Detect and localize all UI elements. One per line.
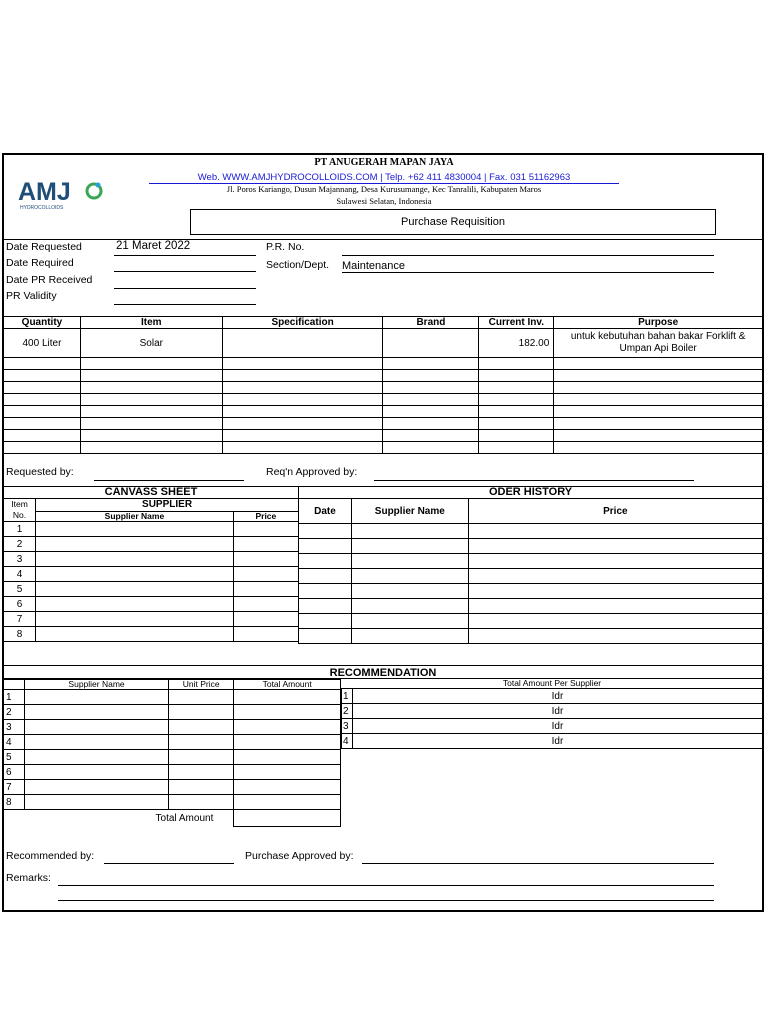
row-number: 1 [4, 522, 36, 537]
oh-price-header: Price [468, 499, 762, 524]
row-number: 6 [4, 765, 25, 780]
table-row[interactable] [299, 599, 763, 614]
date-required-field[interactable] [114, 271, 256, 272]
quantity-cell[interactable]: 400 Liter [4, 329, 81, 358]
date-requested-value[interactable]: 21 Maret 2022 [116, 240, 191, 252]
table-row[interactable] [4, 418, 763, 430]
current-inv-cell[interactable]: 182.00 [479, 329, 554, 358]
currency-cell: Idr [352, 719, 762, 734]
table-row[interactable] [299, 539, 763, 554]
requested-by-label: Requested by: [6, 466, 74, 478]
table-row[interactable] [4, 522, 299, 537]
row-number: 3 [4, 720, 25, 735]
table-row[interactable] [4, 735, 341, 750]
date-required-label: Date Required [6, 257, 74, 269]
col-brand: Brand [383, 317, 479, 329]
remarks-label: Remarks: [6, 872, 51, 884]
table-row[interactable] [4, 370, 763, 382]
form-title: Purchase Requisition [190, 209, 716, 235]
recommendation-table [3, 679, 341, 827]
row-number: 1 [342, 689, 353, 704]
brand-cell[interactable] [383, 329, 479, 358]
col-current-inv: Current Inv. [479, 317, 554, 329]
row-number: 7 [4, 780, 25, 795]
table-row[interactable] [4, 382, 763, 394]
oh-supplier-name-header: Supplier Name [351, 499, 468, 524]
total-amount-field[interactable] [234, 810, 341, 827]
specification-cell[interactable] [222, 329, 383, 358]
table-row[interactable] [4, 765, 341, 780]
table-row[interactable] [299, 584, 763, 599]
row-number: 8 [4, 627, 36, 642]
company-address-line1: Jl. Poros Kariango, Dusun Majannang, Desa Kurusumange, Kec Tanralili, Kabupaten Maros [226, 184, 542, 194]
currency-cell: Idr [352, 734, 762, 749]
row-number: 3 [4, 552, 36, 567]
table-row[interactable] [299, 554, 763, 569]
table-row[interactable] [4, 750, 341, 765]
reqn-approved-by-field[interactable] [374, 480, 694, 481]
row-number: 8 [4, 795, 25, 810]
pr-validity-field[interactable] [114, 304, 256, 305]
rec-supplier-name-header: Supplier Name [25, 680, 169, 690]
col-item: Item [80, 317, 222, 329]
table-row[interactable] [4, 537, 299, 552]
remarks-line-2[interactable] [58, 900, 714, 901]
table-row[interactable] [299, 524, 763, 539]
row-number: 3 [342, 719, 353, 734]
currency-cell: Idr [352, 689, 762, 704]
date-requested-label: Date Requested [6, 241, 82, 253]
table-row[interactable] [4, 597, 299, 612]
purchase-approved-by-label: Purchase Approved by: [245, 850, 354, 862]
table-row[interactable] [4, 582, 299, 597]
row-number: 4 [4, 567, 36, 582]
supplier-header: SUPPLIER [36, 499, 299, 512]
row-number: 5 [4, 750, 25, 765]
row-number: 7 [4, 612, 36, 627]
table-row [4, 329, 763, 358]
oh-date-header: Date [299, 499, 352, 524]
order-history-title: ODER HISTORY [299, 487, 763, 499]
recommended-by-field[interactable] [104, 863, 234, 864]
section-value[interactable]: Maintenance [342, 260, 405, 272]
table-row[interactable] [299, 629, 763, 644]
table-row[interactable] [4, 795, 341, 810]
date-pr-received-label: Date PR Received [6, 274, 93, 286]
table-row[interactable] [4, 442, 763, 454]
table-row[interactable] [4, 406, 763, 418]
company-logo [18, 173, 108, 213]
row-number: 2 [342, 704, 353, 719]
requested-by-field[interactable] [94, 480, 244, 481]
total-per-supplier-header: Total Amount Per Supplier [342, 679, 763, 689]
canvass-price-header: Price [233, 511, 298, 521]
company-contact-link[interactable]: Web. WWW.AMJHYDROCOLLOIDS.COM | Telp. +62 411 4830004 | Fax. 031 51162963 [149, 172, 619, 184]
purchase-approved-by-field[interactable] [362, 863, 714, 864]
canvass-supplier-name-header: Supplier Name [36, 511, 234, 521]
table-row[interactable] [342, 704, 763, 719]
reqn-approved-by-label: Req'n Approved by: [266, 466, 358, 478]
col-quantity: Quantity [4, 317, 81, 329]
recommendation-title: RECOMMENDATION [3, 665, 763, 679]
col-purpose: Purpose [554, 317, 763, 329]
section-label: Section/Dept. [266, 259, 330, 271]
table-row[interactable] [4, 430, 763, 442]
table-row[interactable] [4, 690, 341, 705]
row-number: 6 [4, 597, 36, 612]
table-row[interactable] [342, 689, 763, 704]
rec-unit-price-header: Unit Price [168, 680, 233, 690]
pr-no-field[interactable] [342, 255, 714, 256]
canvass-sheet-title: CANVASS SHEET [4, 487, 299, 499]
items-table-header [4, 317, 763, 329]
row-number: 2 [4, 705, 25, 720]
logo-text: AMJ [18, 178, 71, 206]
table-row[interactable] [4, 552, 299, 567]
rec-total-amount-header: Total Amount [234, 680, 341, 690]
purpose-cell[interactable]: untuk kebutuhan bahan bakar Forklift & Umpan Api Boiler [554, 329, 763, 358]
table-row[interactable] [4, 612, 299, 627]
company-address-line2: Sulawesi Selatan, Indonesia [336, 196, 432, 206]
company-name: PT ANUGERAH MAPAN JAYA [314, 157, 454, 168]
table-row[interactable] [299, 614, 763, 629]
remarks-line-1[interactable] [58, 885, 714, 886]
purchase-requisition-form [2, 153, 764, 912]
row-number: 2 [4, 537, 36, 552]
table-row[interactable] [342, 734, 763, 749]
table-row[interactable] [4, 394, 763, 406]
recommended-by-label: Recommended by: [6, 850, 95, 862]
item-cell[interactable]: Solar [80, 329, 222, 358]
row-number: 4 [4, 735, 25, 750]
table-row[interactable] [4, 358, 763, 370]
row-number: 5 [4, 582, 36, 597]
item-no-header: Item No. [4, 499, 36, 522]
canvass-sheet-table [3, 486, 299, 642]
pr-no-label: P.R. No. [266, 241, 305, 253]
row-number: 1 [4, 690, 25, 705]
total-amount-label: Total Amount [155, 812, 214, 824]
logo-subtext: HYDROCOLLOIDS [20, 205, 64, 211]
table-row[interactable] [4, 705, 341, 720]
table-row[interactable] [4, 567, 299, 582]
table-row[interactable] [4, 627, 299, 642]
items-table [3, 316, 763, 454]
pr-validity-label: PR Validity [6, 290, 57, 302]
row-number: 4 [342, 734, 353, 749]
table-row[interactable] [4, 780, 341, 795]
col-specification: Specification [222, 317, 383, 329]
table-row[interactable] [342, 719, 763, 734]
total-per-supplier-table [341, 679, 763, 749]
table-row[interactable] [299, 569, 763, 584]
date-pr-received-field[interactable] [114, 288, 256, 289]
currency-cell: Idr [352, 704, 762, 719]
table-row[interactable] [4, 720, 341, 735]
order-history-table [298, 486, 763, 644]
